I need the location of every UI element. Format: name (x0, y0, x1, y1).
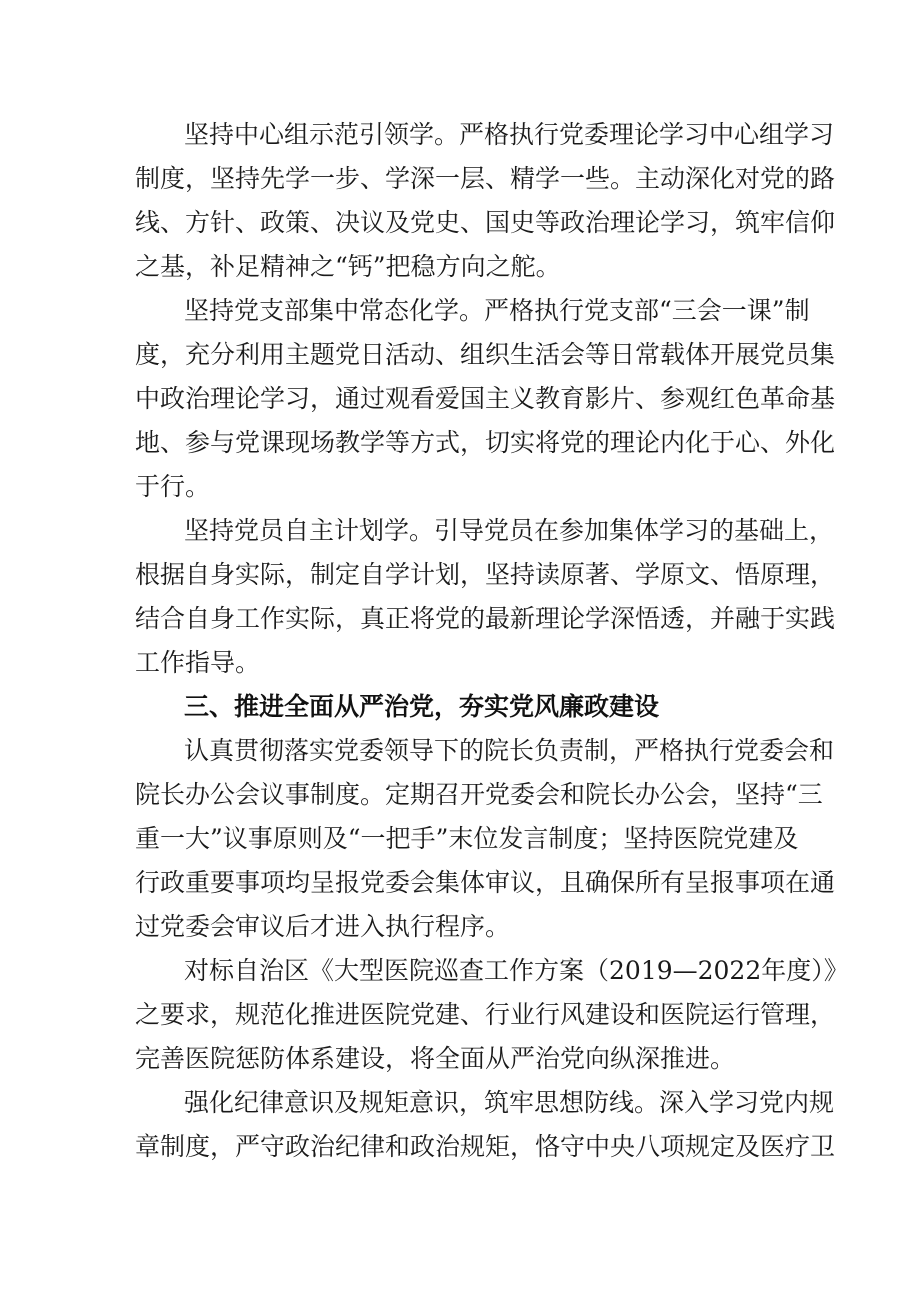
paragraph-line: 度，充分利用主题党日活动、组织生活会等日常载体开展党员集 (135, 340, 836, 369)
paragraph-line: 院长办公会议事制度。定期召开党委会和院长办公会，坚持“三 (135, 780, 823, 809)
paragraph-line: 强化纪律意识及规矩意识，筑牢思想防线。深入学习党内规 (184, 1088, 835, 1117)
paragraph-line: 中政治理论学习，通过观看爱国主义教育影片、参观红色革命基 (135, 384, 836, 413)
paragraph-line: 之基，补足精神之“钙”把稳方向之舵。 (135, 252, 561, 281)
paragraph-line: 过党委会审议后才进入执行程序。 (135, 912, 511, 941)
paragraph-line: 认真贯彻落实党委领导下的院长负责制，严格执行党委会和 (184, 736, 835, 765)
section-heading: 三、推进全面从严治党，夯实党风廉政建设 (184, 692, 660, 721)
paragraph-line: 对标自治区《大型医院巡查工作方案（2019—2022年度）》 (184, 956, 849, 985)
paragraph-line: 行政重要事项均呈报党委会集体审议，且确保所有呈报事项在通 (135, 868, 836, 897)
paragraph-line: 根据自身实际，制定自学计划，坚持读原著、学原文、悟原理， (135, 560, 836, 589)
paragraph-line: 坚持中心组示范引领学。严格执行党委理论学习中心组学习 (184, 120, 835, 149)
paragraph-line: 地、参与党课现场教学等方式，切实将党的理论内化于心、外化 (135, 428, 836, 457)
paragraph-line: 完善医院惩防体系建设，将全面从严治党向纵深推进。 (135, 1044, 736, 1073)
paragraph-line: 线、方针、政策、决议及党史、国史等政治理论学习，筑牢信仰 (135, 208, 836, 237)
paragraph-line: 于行。 (135, 472, 211, 501)
paragraph-line: 结合自身工作实际，真正将党的最新理论学深悟透，并融于实践 (135, 604, 836, 633)
paragraph-line: 之要求，规范化推进医院党建、行业行风建设和医院运行管理， (135, 1000, 836, 1029)
paragraph-line: 坚持党员自主计划学。引导党员在参加集体学习的基础上， (184, 516, 835, 545)
paragraph-line: 制度，坚持先学一步、学深一层、精学一些。主动深化对党的路 (135, 164, 836, 193)
paragraph-line: 工作指导。 (135, 648, 261, 677)
paragraph-line: 坚持党支部集中常态化学。严格执行党支部“三会一课”制 (184, 296, 810, 325)
paragraph-line: 章制度，严守政治纪律和政治规矩，恪守中央八项规定及医疗卫 (135, 1132, 836, 1161)
paragraph-line: 重一大”议事原则及“一把手”末位发言制度；坚持医院党建及 (135, 824, 799, 853)
